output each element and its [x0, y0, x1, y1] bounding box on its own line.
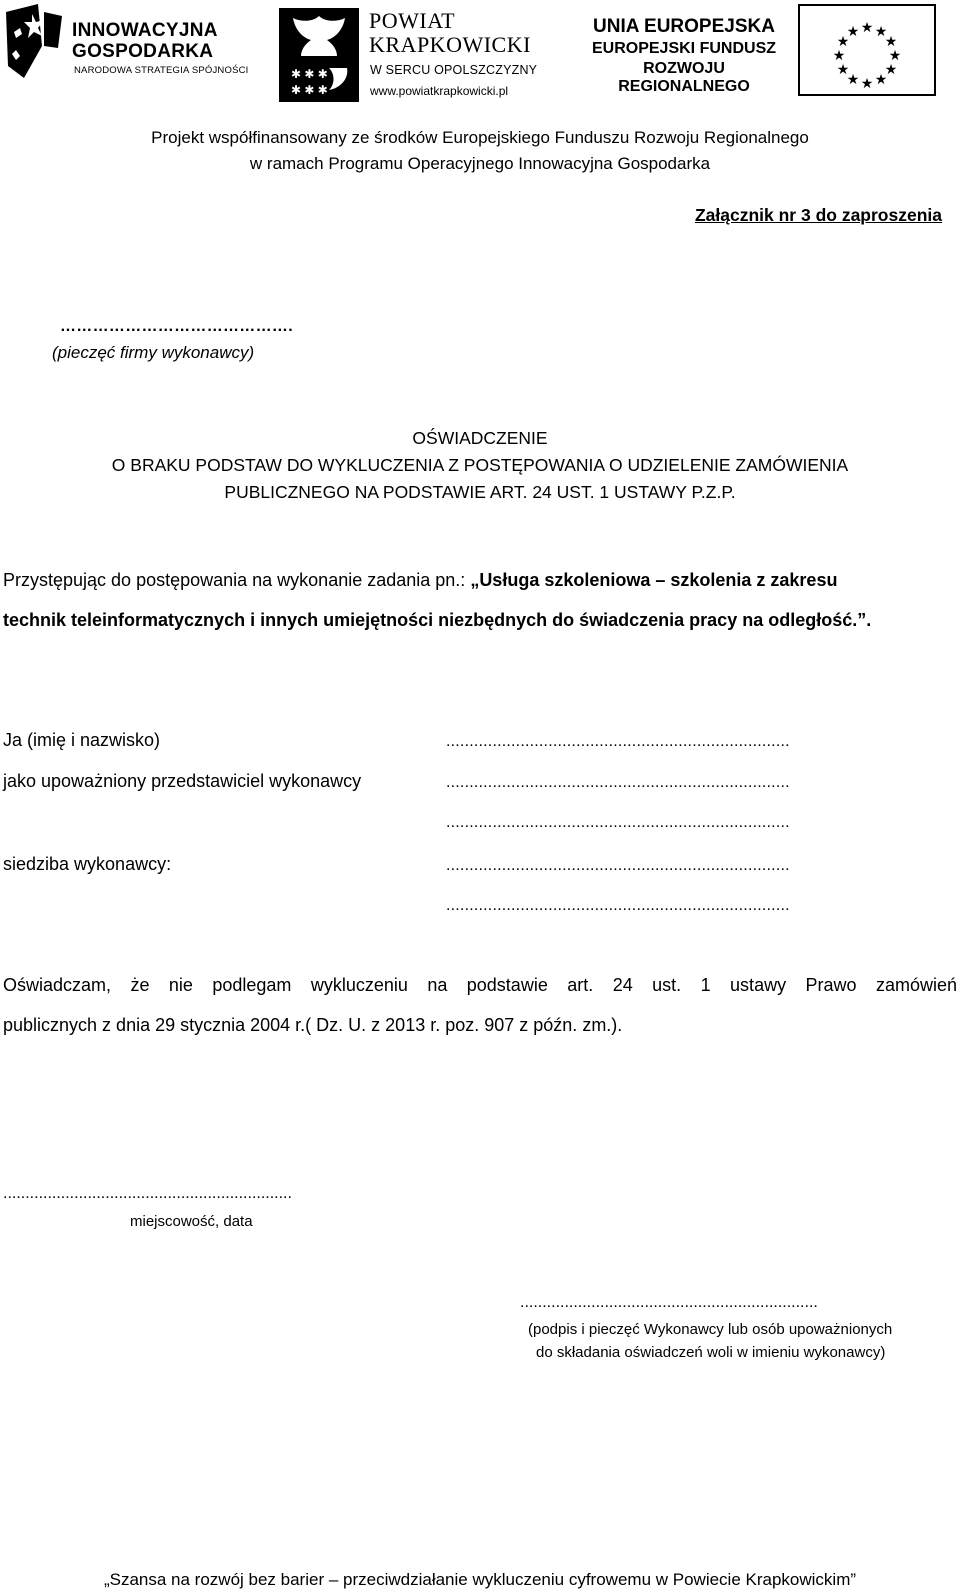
svg-text:★: ★ — [860, 19, 874, 35]
ue-line1: UNIA EUROPEJSKA — [593, 16, 775, 37]
name-field: .......................................................................... — [446, 733, 790, 750]
document-subtitle-line1: O BRAKU PODSTAW DO WYKLUCZENIA Z POSTĘPOWANIA O UDZIELENIE ZAMÓWIENIA — [111, 455, 849, 475]
svg-text:★: ★ — [874, 23, 888, 39]
svg-text:★: ★ — [874, 71, 888, 87]
svg-text:★: ★ — [846, 71, 860, 87]
place-date-caption: miejscowość, data — [130, 1213, 253, 1230]
intro-task-name-start: „Usługa szkoleniowa – szkolenia z zakresu — [470, 570, 838, 590]
representative-field-extra: .......................................................................... — [446, 814, 790, 831]
svg-text:★: ★ — [846, 23, 860, 39]
pk-line3: W SERCU OPOLSZCZYZNY — [370, 63, 538, 77]
annex-title: Załącznik nr 3 do zaproszenia — [694, 205, 942, 225]
seat-field-extra: .......................................................................... — [446, 897, 790, 914]
svg-text:★: ★ — [884, 61, 898, 77]
signature-caption-line2: do składania oświadczeń woli w imieniu wykonawcy) — [536, 1344, 886, 1361]
eu-flag-icon — [798, 4, 936, 96]
ue-line2: EUROPEJSKI FUNDUSZ — [591, 40, 777, 57]
seat-label: siedziba wykonawcy: — [3, 854, 172, 874]
pk-line2: KRAPKOWICKI — [369, 32, 531, 57]
powiat-krapkowicki-logo — [279, 2, 544, 102]
project-line-1: Projekt współfinansowany ze środków Europejskiego Funduszu Rozwoju Regionalnego — [151, 128, 809, 147]
project-line-2: w ramach Programu Operacyjnego Innowacyjna Gospodarka — [249, 154, 711, 173]
ig-line1: INNOWACYJNA — [72, 20, 218, 41]
svg-text:★: ★ — [860, 75, 874, 91]
signature-field: ................................................................... — [520, 1294, 818, 1311]
svg-text:★: ★ — [832, 47, 846, 63]
ue-line3: ROZWOJU REGIONALNEGO — [618, 60, 750, 95]
ig-line2: GOSPODARKA — [72, 41, 214, 62]
intro-prefix: Przystępując do postępowania na wykonanie zadania pn.: — [3, 570, 471, 590]
seal-dots: ……………………………………. — [60, 318, 293, 335]
seal-caption: (pieczęć firmy wykonawcy) — [52, 343, 255, 362]
svg-text:★: ★ — [836, 33, 850, 49]
declaration-line1: Oświadczam, że nie podlegam wykluczeniu na podstawie art. 24 ust. 1 ustawy Prawo zamówień — [3, 975, 957, 995]
place-date-field: ................................................................. — [3, 1185, 292, 1202]
footer-project-name: „Szansa na rozwój bez barier – przeciwdziałanie wykluczeniu cyfrowemu w Powiecie Krapkowickim” — [103, 1570, 857, 1589]
document-subtitle-line2: PUBLICZNEGO NA PODSTAWIE ART. 24 UST. 1 USTAWY P.Z.P. — [224, 482, 736, 502]
declaration-line2: publicznych z dnia 29 stycznia 2004 r.( Dz. U. z 2013 r. poz. 907 z późn. zm.). — [3, 1015, 623, 1035]
ig-line3: NARODOWA STRATEGIA SPÓJNOŚCI — [74, 65, 249, 76]
innowacyjna-gospodarka-mark-icon — [4, 2, 64, 80]
representative-field: .......................................................................... — [446, 774, 790, 791]
pk-line1: POWIAT — [369, 8, 456, 33]
intro-line1 — [3, 570, 837, 591]
seat-field: .......................................................................... — [446, 857, 790, 874]
representative-label: jako upoważniony przedstawiciel wykonawcy — [3, 771, 362, 791]
pk-url: www.powiatkrapkowicki.pl — [370, 84, 509, 98]
document-title: OŚWIADCZENIE — [412, 428, 548, 448]
unia-europejska-text — [584, 16, 784, 95]
intro-task-name-end: technik teleinformatycznych i innych umiejętności niezbędnych do świadczenia pracy na odległość.”. — [3, 610, 872, 630]
eagle-crest-icon — [279, 8, 359, 102]
signature-caption-line1: (podpis i pieczęć Wykonawcy lub osób upoważnionych — [528, 1321, 893, 1338]
svg-text:★: ★ — [836, 61, 850, 77]
svg-text:✱ ✱ ✱: ✱ ✱ ✱ — [291, 83, 328, 97]
svg-text:★: ★ — [884, 33, 898, 49]
svg-text:✱ ✱ ✱: ✱ ✱ ✱ — [291, 67, 328, 81]
innowacyjna-gospodarka-logo — [4, 2, 254, 82]
name-label: Ja (imię i nazwisko) — [3, 730, 161, 750]
svg-text:★: ★ — [888, 47, 902, 63]
